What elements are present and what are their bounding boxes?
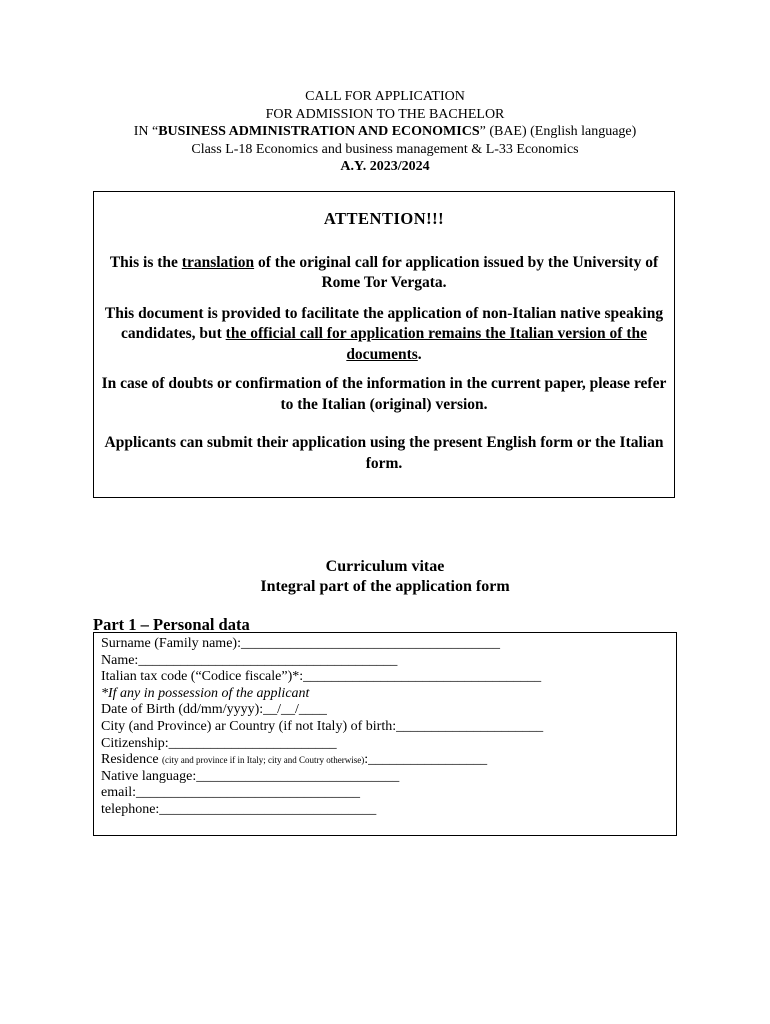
attention-p1-a: This is the <box>109 253 182 271</box>
header-line-admission: FOR ADMISSION TO THE BACHELOR <box>265 106 505 122</box>
header-line-class: Class L-18 Economics and business management & L-33 Economics <box>191 141 579 157</box>
attention-p2-underline: the official call for application remains the Italian version of the documents <box>225 325 647 363</box>
document-header <box>0 88 770 176</box>
attention-title: ATTENTION!!! <box>323 209 445 228</box>
header-program-suffix: ” (BAE) (English language) <box>479 124 637 139</box>
name-field[interactable]: Name:_____________________________________ <box>101 652 398 668</box>
header-line-year: A.Y. 2023/2024 <box>340 159 430 174</box>
residence-line[interactable]: :_________________ <box>364 752 488 768</box>
birthplace-field[interactable]: City (and Province) ar Country (if not Italy) of birth:_____________________ <box>101 718 544 734</box>
residence-label: Residence <box>101 752 163 768</box>
header-program-name: BUSINESS ADMINISTRATION AND ECONOMICS <box>158 124 480 139</box>
citizenship-field[interactable]: Citizenship:________________________ <box>101 735 337 751</box>
residence-field[interactable] <box>101 752 676 769</box>
attention-p2-b: . <box>417 345 422 363</box>
attention-p2-a: This document is provided to facilitate the application of non-Italian native speaking candidates, but <box>104 304 664 342</box>
attention-translation-paragraph <box>94 253 674 294</box>
cv-title-block <box>0 557 770 597</box>
attention-submit-paragraph: Applicants can submit their application using the present English form or the Italian form. <box>104 434 664 472</box>
native-language-field[interactable]: Native language:_____________________________ <box>101 768 400 784</box>
telephone-field[interactable]: telephone:_______________________________ <box>101 801 377 817</box>
part1-heading: Part 1 – Personal data <box>93 615 250 634</box>
attention-purpose-paragraph <box>94 304 674 366</box>
attention-box <box>93 191 675 498</box>
header-program-prefix: IN “ <box>133 124 159 139</box>
header-line-call: CALL FOR APPLICATION <box>305 89 465 104</box>
attention-p1-underline: translation <box>181 253 255 271</box>
cv-subtitle: Integral part of the application form <box>260 578 510 595</box>
header-line-program <box>0 123 770 141</box>
cv-title: Curriculum vitae <box>325 558 445 575</box>
email-field[interactable]: email:________________________________ <box>101 785 360 801</box>
residence-hint: (city and province if in Italy; city and Coutry otherwise) <box>162 755 365 766</box>
attention-doubts-paragraph: In case of doubts or confirmation of the information in the current paper, please refer to the Italian (original) version. <box>101 375 667 413</box>
date-of-birth-field[interactable]: Date of Birth (dd/mm/yyyy):__/__/____ <box>101 702 327 718</box>
attention-p1-b: of the original call for application issued by the University of Rome Tor Vergata. <box>254 253 659 291</box>
surname-field[interactable]: Surname (Family name):_____________________________________ <box>101 636 500 651</box>
tax-code-note: *If any in possession of the applicant <box>101 685 310 701</box>
tax-code-field[interactable]: Italian tax code (“Codice fiscale”)*:__________________________________ <box>101 669 542 685</box>
personal-data-form <box>93 632 677 836</box>
